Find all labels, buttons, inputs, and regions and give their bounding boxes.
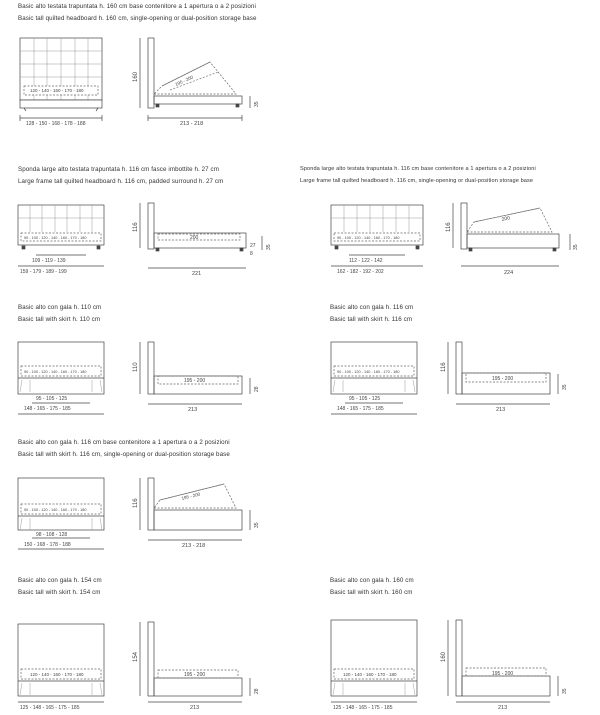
- side-base-dim: 28: [254, 688, 260, 694]
- caption-italian: Basic alto con gala h. 116 cm base contenitore a 1 apertura o a 2 posizioni: [18, 439, 230, 446]
- side-inner-dims: 200: [190, 235, 199, 241]
- side-total-dims: 213: [498, 705, 508, 711]
- side-height-dim: 116: [441, 362, 447, 372]
- caption-english: Basic tall with skirt h. 116 cm: [330, 316, 413, 323]
- front-outer-dims-2: 148 - 165 - 175 - 185: [337, 406, 384, 412]
- side-total-dims: 213: [188, 407, 198, 413]
- front-outer-dims-2: 162 - 182 - 192 - 202: [337, 269, 384, 275]
- caption-italian: Basic alto con gala h. 154 cm: [18, 577, 102, 584]
- front-outer-dims-1: 98 - 108 - 128: [36, 532, 68, 538]
- caption-english: Basic tall with skirt h. 154 cm: [18, 589, 101, 596]
- front-outer-dims-1: 112 - 122 - 142: [349, 258, 383, 264]
- side-height-dim: 110: [133, 362, 139, 372]
- side-height-dim: 116: [446, 222, 452, 232]
- front-inner-dims: 90 - 100 - 120 - 140 - 160 - 170 - 180: [24, 236, 87, 240]
- caption-italian: Basic alto con gala h. 116 cm: [330, 304, 414, 311]
- caption-italian: Sponda large alto testata trapuntata h. 116 cm base contenitore a 1 apertura o a 2 posizioni: [300, 166, 536, 172]
- side-inner-dims: 195 - 200: [181, 491, 201, 501]
- side-inner-dims: 195 - 200: [174, 74, 194, 87]
- front-outer-dims-1: 95 - 105 - 125: [349, 396, 381, 402]
- front-inner-dims: 90 - 100 - 120 - 140 - 160 - 170 - 180: [24, 370, 87, 374]
- side-total-dims: 213 - 218: [180, 121, 204, 127]
- side-view: [448, 620, 558, 702]
- front-outer-dims-2: 159 - 179 - 189 - 199: [20, 269, 67, 275]
- side-total-dims: 213: [496, 407, 506, 413]
- side-base-dim: 35: [254, 522, 260, 528]
- side-height-dim: 154: [133, 651, 139, 662]
- caption-english: Basic tall with skirt h. 116 cm, single-opening or dual-position storage base: [18, 451, 230, 458]
- caption-italian: Basic alto testata trapuntata h. 160 cm base contenitore a 1 apertura o a 2 posizioni: [18, 3, 256, 10]
- front-inner-dims: 90 - 100 - 120 - 140 - 160 - 170 - 180: [337, 236, 400, 240]
- side-total-dims: 213 - 218: [182, 543, 206, 549]
- side-inner-dims: 195 - 200: [492, 376, 514, 382]
- caption-english: Basic tall with skirt h. 160 cm: [330, 589, 413, 596]
- front-outer-dims-1: 109 - 119 - 139: [32, 258, 66, 264]
- side-inner-dims: 195 - 200: [184, 378, 206, 384]
- caption-english: Large frame tall quilted headboard h. 116 cm, padded surround h. 27 cm: [18, 178, 224, 185]
- side-band-dim: 27: [250, 243, 256, 249]
- front-outer-dims-1: 95 - 105 - 125: [36, 396, 68, 402]
- front-inner-dims: 120 - 140 - 160 - 170 - 180: [30, 672, 84, 677]
- front-outer-dims: 125 - 148 - 165 - 175 - 185: [333, 705, 393, 711]
- front-inner-dims: 120 - 140 - 160 - 170 - 180: [343, 672, 397, 677]
- front-outer-dims: 125 - 148 - 165 - 175 - 185: [20, 705, 80, 711]
- side-inner-dims: 200: [501, 215, 511, 223]
- side-base-dim: 35: [573, 244, 579, 250]
- front-outer-dims: 128 - 150 - 168 - 178 - 188: [26, 121, 86, 127]
- side-base-dim: 35: [562, 384, 568, 390]
- side-height-dim: 116: [133, 222, 139, 232]
- front-view: [331, 620, 417, 702]
- front-inner-dims: 90 - 100 - 120 - 140 - 160 - 170 - 180: [337, 370, 400, 374]
- side-inner-dims: 195 - 200: [184, 672, 206, 678]
- side-base-dim: 35: [562, 688, 568, 694]
- side-base-dim: 28: [254, 386, 260, 392]
- side-inner-dims: 195 - 200: [492, 671, 514, 677]
- side-height-dim: 160: [441, 651, 447, 662]
- caption-english: Large frame tall quilted headboard h. 116 cm, single-opening or dual-position storage base: [300, 178, 534, 184]
- front-outer-dims-2: 148 - 165 - 175 - 185: [24, 406, 71, 412]
- side-base-dim: 35: [266, 244, 272, 250]
- caption-italian: Sponda large alto testata trapuntata h. 116 cm fasce imbottite h. 27 cm: [18, 166, 219, 173]
- side-total-dims: 221: [192, 271, 202, 277]
- caption-english: Basic tall quilted headboard h. 160 cm, single-opening or dual-position storage base: [18, 15, 257, 22]
- front-outer-dims-2: 150 - 168 - 178 - 188: [24, 542, 71, 548]
- front-inner-dims: 120 - 140 - 160 - 170 - 180: [30, 88, 84, 93]
- caption-italian: Basic alto con gala h. 110 cm: [18, 304, 102, 311]
- side-total-dims: 213: [190, 705, 200, 711]
- side-foot-dim: 8: [250, 251, 253, 257]
- side-base-dim: 35: [254, 101, 260, 107]
- side-height-dim: 116: [133, 498, 139, 508]
- front-inner-dims: 90 - 100 - 120 - 140 - 160 - 170 - 180: [24, 508, 87, 512]
- caption-english: Basic tall with skirt h. 110 cm: [18, 316, 101, 323]
- caption-italian: Basic alto con gala h. 160 cm: [330, 577, 414, 584]
- side-total-dims: 224: [504, 270, 514, 276]
- side-height-dim: 160: [133, 71, 139, 82]
